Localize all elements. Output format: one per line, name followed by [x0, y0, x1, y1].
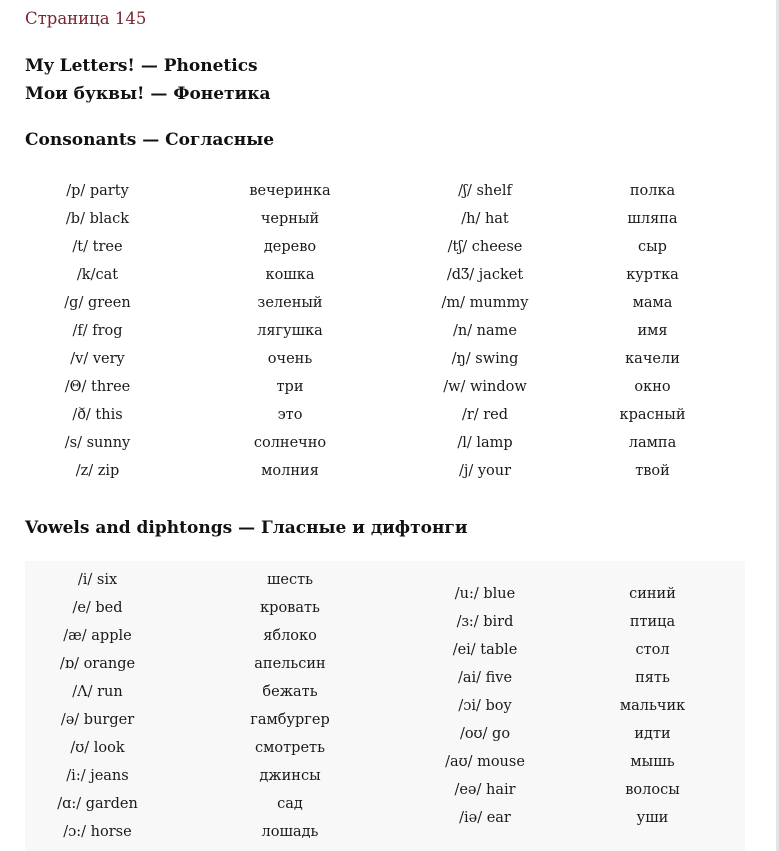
table-cell: волосы: [625, 782, 680, 798]
table-cell: джинсы: [259, 768, 321, 784]
table-cell: /ʊ/ look: [70, 740, 125, 756]
consonants-table: [25, 177, 745, 485]
table-cell: птица: [629, 614, 676, 630]
table-cell: /j/ your: [458, 463, 512, 479]
table-cell: окно: [634, 379, 671, 395]
table-cell: уши: [636, 810, 669, 826]
table-cell: /l/ lamp: [457, 435, 513, 451]
table-cell: /ɜ:/ bird: [456, 614, 514, 630]
table-cell: качели: [625, 351, 680, 367]
table-cell: красный: [619, 407, 686, 423]
table-cell: /t/ tree: [72, 239, 123, 255]
table-cell: /iə/ ear: [459, 810, 511, 826]
table-cell: гамбургер: [250, 712, 330, 728]
table-cell: /dӠ/ jacket: [446, 267, 524, 283]
table-cell: /i:/ jeans: [66, 768, 129, 784]
table-cell: /b/ black: [65, 211, 130, 227]
table-cell: /æ/ apple: [63, 628, 132, 644]
table-cell: /e/ bed: [72, 600, 123, 616]
table-cell: /Θ/ three: [64, 379, 131, 395]
table-cell: /h/ hat: [461, 211, 509, 227]
table-cell: мальчик: [619, 698, 686, 714]
title-russian: Мои буквы! — Фонетика: [25, 84, 271, 104]
consonants-sound-column: [25, 177, 170, 485]
table-cell: кошка: [265, 267, 315, 283]
table-cell: молния: [261, 463, 319, 479]
table-cell: апельсин: [254, 656, 326, 672]
consonants-translation-column: [205, 177, 375, 485]
table-cell: /n/ name: [452, 323, 518, 339]
table-cell: дерево: [263, 239, 317, 255]
table-cell: черный: [260, 211, 320, 227]
table-cell: /i/ six: [77, 572, 118, 588]
table-cell: /v/ very: [70, 351, 125, 367]
table-cell: мама: [632, 295, 673, 311]
table-cell: синий: [629, 586, 676, 602]
table-cell: солнечно: [253, 435, 327, 451]
table-cell: /aʊ/ mouse: [445, 754, 525, 770]
table-cell: /oʊ/ go: [459, 726, 511, 742]
consonants-translation-column-2: [565, 177, 740, 485]
consonants-sound-column-2: [395, 177, 575, 485]
table-cell: /k/cat: [76, 267, 119, 283]
table-cell: три: [276, 379, 304, 395]
table-cell: /ɑ:/ garden: [57, 796, 138, 812]
table-cell: это: [277, 407, 303, 423]
table-cell: шляпа: [627, 211, 678, 227]
table-cell: /z/ zip: [75, 463, 120, 479]
table-cell: стол: [635, 642, 670, 658]
table-cell: сад: [277, 796, 303, 812]
table-cell: /p/ party: [66, 183, 129, 199]
table-cell: /Λ/ run: [72, 684, 123, 700]
table-cell: /ai/ five: [457, 670, 513, 686]
table-cell: /w/ window: [443, 379, 527, 395]
vowels-sound-column: [25, 566, 170, 846]
table-cell: имя: [637, 323, 668, 339]
table-cell: бежать: [262, 684, 318, 700]
table-cell: /eə/ hair: [454, 782, 516, 798]
table-cell: зеленый: [257, 295, 323, 311]
table-cell: /ɔi/ boy: [458, 698, 512, 714]
title-english: My Letters! — Phonetics: [25, 56, 258, 76]
table-cell: /g/ green: [64, 295, 131, 311]
table-cell: лампа: [628, 435, 677, 451]
table-cell: /ð/ this: [72, 407, 123, 423]
vowels-table: [25, 566, 745, 851]
table-cell: /ei/ table: [452, 642, 518, 658]
table-cell: лошадь: [261, 824, 319, 840]
table-cell: яблоко: [263, 628, 317, 644]
table-cell: /u:/ blue: [454, 586, 516, 602]
vowels-translation-column: [205, 566, 375, 846]
consonants-heading: Consonants — Согласные: [25, 130, 275, 150]
table-cell: /ə/ burger: [60, 712, 135, 728]
table-cell: /m/ mummy: [441, 295, 529, 311]
table-cell: твой: [635, 463, 670, 479]
vowels-translation-column-2: [565, 580, 740, 832]
table-cell: шесть: [266, 572, 314, 588]
table-cell: вечеринка: [249, 183, 331, 199]
table-cell: пять: [635, 670, 670, 686]
table-cell: смотреть: [255, 740, 325, 756]
table-cell: /s/ sunny: [64, 435, 131, 451]
table-cell: куртка: [626, 267, 679, 283]
vowels-heading: Vowels and diphtongs — Гласные и дифтонги: [25, 518, 468, 538]
table-cell: лягушка: [257, 323, 323, 339]
table-cell: /tʃ/ cheese: [447, 239, 523, 255]
table-cell: идти: [634, 726, 671, 742]
table-cell: /ɒ/ orange: [59, 656, 136, 672]
table-cell: мышь: [630, 754, 675, 770]
table-cell: /f/ frog: [72, 323, 123, 339]
table-cell: кровать: [260, 600, 320, 616]
table-cell: /ʃ/ shelf: [458, 183, 512, 199]
table-cell: очень: [267, 351, 313, 367]
table-cell: /r/ red: [461, 407, 509, 423]
table-cell: сыр: [638, 239, 667, 255]
page-label: Страница 145: [25, 9, 147, 28]
table-cell: /ŋ/ swing: [451, 351, 519, 367]
table-cell: полка: [629, 183, 676, 199]
vowels-sound-column-2: [395, 580, 575, 832]
table-cell: /ɔ:/ horse: [63, 824, 132, 840]
